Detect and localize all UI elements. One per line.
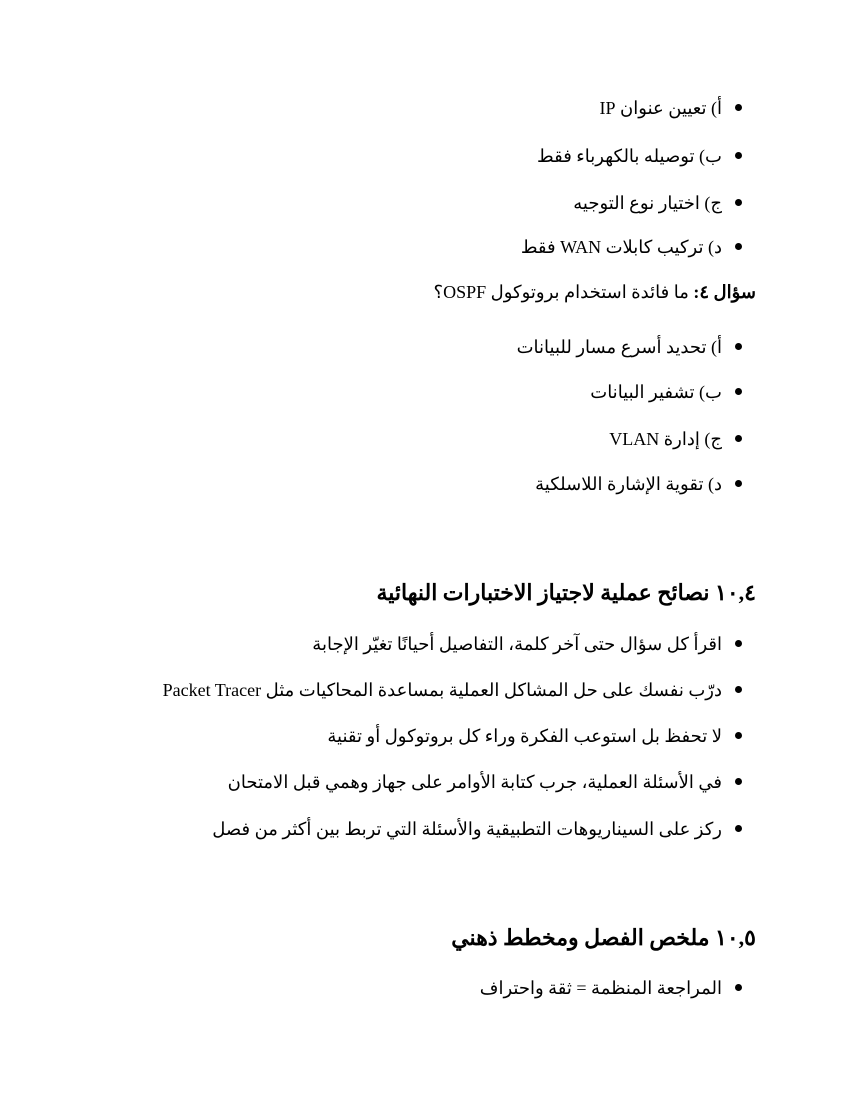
- bullet: [735, 640, 742, 647]
- option-b: ب) توصيله بالكهرباء فقط: [537, 146, 722, 166]
- bullet: [735, 778, 742, 785]
- bullet: [735, 152, 742, 159]
- tip-item: درّب نفسك على حل المشاكل العملية بمساعدة المحاكيات مثل Packet Tracer: [162, 680, 722, 700]
- question-label: سؤال ٤:: [693, 282, 756, 302]
- bullet: [735, 435, 742, 442]
- tip-item: في الأسئلة العملية، جرب كتابة الأوامر على جهاز وهمي قبل الامتحان: [227, 772, 722, 792]
- question-4: [434, 280, 756, 304]
- option-a: أ) تحديد أسرع مسار للبيانات: [516, 337, 722, 357]
- bullet: [735, 199, 742, 206]
- bullet: [735, 388, 742, 395]
- question-text: ما فائدة استخدام بروتوكول OSPF؟: [433, 282, 694, 302]
- bullet: [735, 825, 742, 832]
- tip-item: لا تحفظ بل استوعب الفكرة وراء كل بروتوكول أو تقنية: [327, 726, 722, 746]
- bullet: [735, 480, 742, 487]
- option-c: ج) إدارة VLAN: [609, 429, 722, 449]
- section-heading: ١٠,٥ ملخص الفصل ومخطط ذهني: [451, 925, 756, 950]
- summary-item: المراجعة المنظمة = ثقة واحتراف: [479, 978, 722, 998]
- tip-item: اقرأ كل سؤال حتى آخر كلمة، التفاصيل أحيانًا تغيّر الإجابة: [312, 634, 722, 654]
- bullet: [735, 686, 742, 693]
- option-d: د) تركيب كابلات WAN فقط: [520, 237, 722, 257]
- option-a: أ) تعيين عنوان IP: [599, 98, 722, 118]
- tip-item: ركز على السيناريوهات التطبيقية والأسئلة التي تربط بين أكثر من فصل: [212, 819, 722, 839]
- bullet: [735, 243, 742, 250]
- section-heading: ١٠,٤ نصائح عملية لاجتياز الاختبارات النهائية: [376, 580, 756, 605]
- bullet: [735, 104, 742, 111]
- option-d: د) تقوية الإشارة اللاسلكية: [535, 474, 722, 494]
- bullet: [735, 732, 742, 739]
- bullet: [735, 343, 742, 350]
- option-b: ب) تشفير البيانات: [590, 382, 722, 402]
- option-c: ج) اختيار نوع التوجيه: [573, 193, 722, 213]
- bullet: [735, 984, 742, 991]
